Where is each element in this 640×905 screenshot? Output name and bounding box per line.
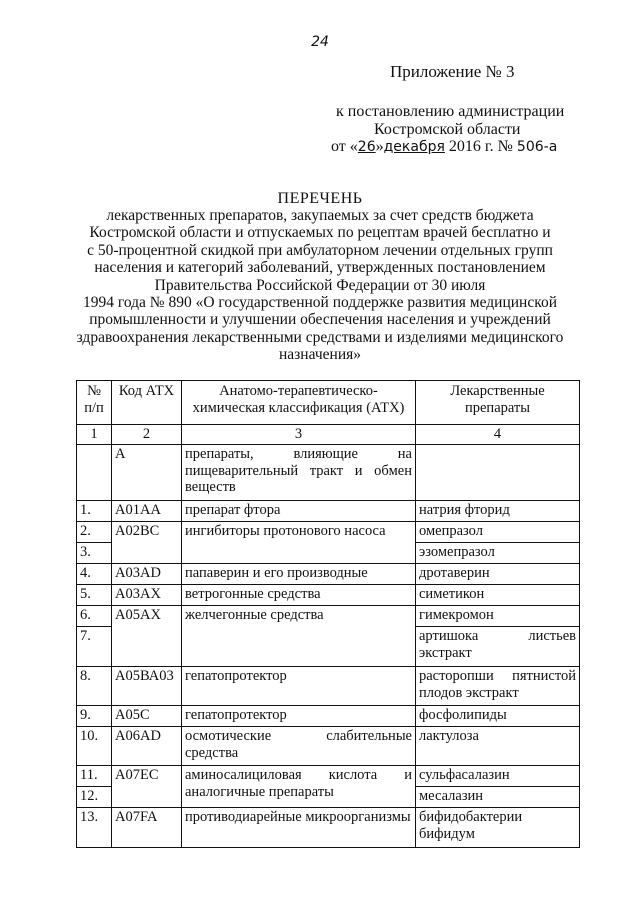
row-num: 7. [77, 627, 112, 667]
table-row [77, 564, 580, 585]
row-num: 8. [77, 667, 112, 706]
row-drug: натрия фторид [416, 501, 580, 522]
group-row [77, 445, 580, 501]
header-classification: Анатомо-терапевтическо-химическая классификация (АТХ) [182, 381, 416, 425]
table-row [77, 585, 580, 606]
subtitle-line: лекарственных препаратов, закупаемых за счет средств бюджета [106, 207, 534, 224]
group-classification: препараты, влияющие на пищеварительный тракт и обмен веществ [182, 445, 416, 501]
row-code: А05С [112, 706, 182, 727]
document-title: ПЕРЕЧЕНЬ [277, 190, 363, 207]
row-classification: гепатопротектор [182, 667, 416, 706]
row-drug: дротаверин [416, 564, 580, 585]
row-num: 3. [77, 543, 112, 564]
row-code: А01АА [112, 501, 182, 522]
table-row [77, 667, 580, 706]
index-cell: 1 [77, 425, 112, 445]
row-code: А05АХ [112, 606, 182, 667]
row-num: 5. [77, 585, 112, 606]
resolution-date [331, 138, 557, 156]
row-classification: гепатопротектор [182, 706, 416, 727]
index-cell: 4 [416, 425, 580, 445]
header-num: № п/п [77, 381, 112, 425]
resolution-region: Костромской области [374, 121, 521, 138]
date-mid: » [375, 138, 384, 155]
header-code: Код АТХ [112, 381, 182, 425]
row-code: А07ЕС [112, 766, 182, 808]
row-drug: омепразол [416, 522, 580, 543]
row-num: 11. [77, 766, 112, 787]
index-cell: 2 [112, 425, 182, 445]
subtitle-line: промышленности и улучшении обеспечения населения и учреждений [89, 311, 551, 329]
row-code: А06АD [112, 727, 182, 766]
row-drug: сульфасалазин [416, 766, 580, 787]
row-drug: симетикон [416, 585, 580, 606]
row-drug: эзомепразол [416, 543, 580, 564]
row-drug: месалазин [416, 787, 580, 808]
row-drug: расторопши пятнистой плодов экстракт [416, 667, 580, 706]
table-row [77, 706, 580, 727]
row-classification: папаверин и его производные [182, 564, 416, 585]
row-code: А03АХ [112, 585, 182, 606]
row-num: 6. [77, 606, 112, 627]
table-header-row [77, 381, 580, 425]
appendix-title: Приложение № 3 [390, 62, 515, 81]
index-row [77, 425, 580, 445]
date-year: 2016 г. № [444, 138, 517, 155]
group-code: А [112, 445, 182, 501]
date-prefix: от « [331, 138, 358, 155]
row-classification: аминосалициловая кислота и аналогичные препараты [182, 766, 416, 808]
table-row [77, 522, 580, 543]
row-classification: противодиарейные микроорганизмы [182, 808, 416, 848]
group-drug [416, 445, 580, 501]
row-code: А07FA [112, 808, 182, 848]
subtitle-line: Правительства Российской Федерации от 30 июля [154, 276, 486, 294]
row-drug: артишока листьев экстракт [416, 627, 580, 667]
row-drug: фосфолипиды [416, 706, 580, 727]
table-row [77, 727, 580, 766]
row-num: 10. [77, 727, 112, 766]
subtitle-line: с 50-процентной скидкой при амбулаторном лечении отдельных групп [87, 241, 553, 259]
resolution-number: 506-а [516, 139, 558, 155]
table-row [77, 766, 580, 787]
page-number: 24 [311, 34, 329, 50]
subtitle-line: здравоохранения лекарственными средствами и изделиями медицинского [76, 328, 564, 346]
row-classification: препарат фтора [182, 501, 416, 522]
index-cell: 3 [182, 425, 416, 445]
row-code: А05ВА03 [112, 667, 182, 706]
subtitle-line: 1994 года № 890 «О государственной поддержке развития медицинской [82, 294, 557, 312]
row-drug: лактулоза [416, 727, 580, 766]
row-classification: ветрогонные средства [182, 585, 416, 606]
document-subtitle [60, 207, 580, 364]
row-num: 12. [77, 787, 112, 808]
subtitle-line: Костромской области и отпускаемых по рецептам врачей бесплатно и [89, 224, 551, 242]
subtitle-line: населения и категорий заболеваний, утвержденных постановлением [94, 259, 546, 277]
table-row [77, 808, 580, 848]
row-code: А03АD [112, 564, 182, 585]
header-drugs: Лекарственные препараты [416, 381, 580, 425]
table-row [77, 606, 580, 627]
drug-list-table [76, 380, 580, 848]
table-row [77, 501, 580, 522]
row-num: 13. [77, 808, 112, 848]
row-classification: желчегонные средства [182, 606, 416, 667]
row-code: А02ВС [112, 522, 182, 564]
group-num [77, 445, 112, 501]
row-num: 1. [77, 501, 112, 522]
date-day: 26 [357, 139, 376, 155]
row-num: 4. [77, 564, 112, 585]
subtitle-line: назначения» [279, 346, 361, 364]
row-drug: гимекромон [416, 606, 580, 627]
resolution-reference: к постановлению администрации [336, 103, 565, 120]
row-drug: бифидобактерии бифидум [416, 808, 580, 848]
row-classification: осмотические слабительные средства [182, 727, 416, 766]
row-num: 2. [77, 522, 112, 543]
date-month: декабря [383, 139, 445, 155]
row-classification: ингибиторы протонового насоса [182, 522, 416, 564]
row-num: 9. [77, 706, 112, 727]
